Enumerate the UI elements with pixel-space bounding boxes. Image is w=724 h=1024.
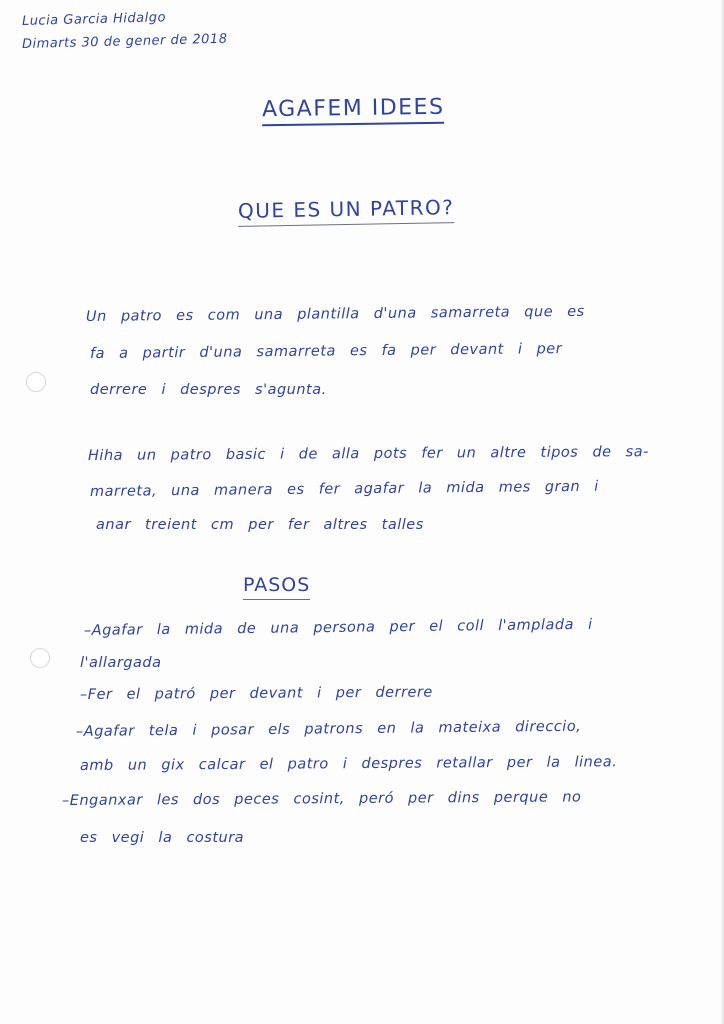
step-4-line-2: es vegi la costura xyxy=(80,830,245,846)
paragraph-2-line-2: marreta, una manera es fer agafar la mida mes gran i xyxy=(89,478,599,500)
step-4-line-1: –Enganxar les dos peces cosint, peró per dins perque no xyxy=(61,789,582,809)
punch-hole-bottom xyxy=(30,648,50,668)
step-3-line-1: –Agafar tela i posar els patrons en la mateixa direccio, xyxy=(75,718,582,740)
step-3-line-2: amb un gix calcar el patro i despres retallar per la linea. xyxy=(79,754,618,774)
step-2-line: –Fer el patró per devant i per derrere xyxy=(79,684,433,703)
paragraph-2-line-3: anar treient cm per fer altres talles xyxy=(96,517,424,533)
paragraph-1-line-1: Un patro es com una plantilla d'una samarreta que es xyxy=(85,303,585,325)
punch-hole-top xyxy=(26,372,46,392)
date-line: Dimarts 30 de gener de 2018 xyxy=(21,31,228,52)
steps-heading: PASOS xyxy=(243,574,310,600)
question-heading: QUE ES UN PATRO? xyxy=(238,195,455,227)
page-title: AGAFEM IDEES xyxy=(262,95,445,127)
step-1-line-2: l'allargada xyxy=(80,655,162,671)
paragraph-1-line-3: derrere i despres s'agunta. xyxy=(90,382,327,398)
author-name: Lucia Garcia Hidalgo xyxy=(21,10,167,29)
paragraph-2-line-1: Hiha un patro basic i de alla pots fer un altre tipos de sa- xyxy=(87,444,649,464)
step-1-line-1: –Agafar la mida de una persona per el coll l'amplada i xyxy=(83,616,593,639)
paragraph-1-line-2: fa a partir d'una samarreta es fa per devant i per xyxy=(89,341,563,362)
